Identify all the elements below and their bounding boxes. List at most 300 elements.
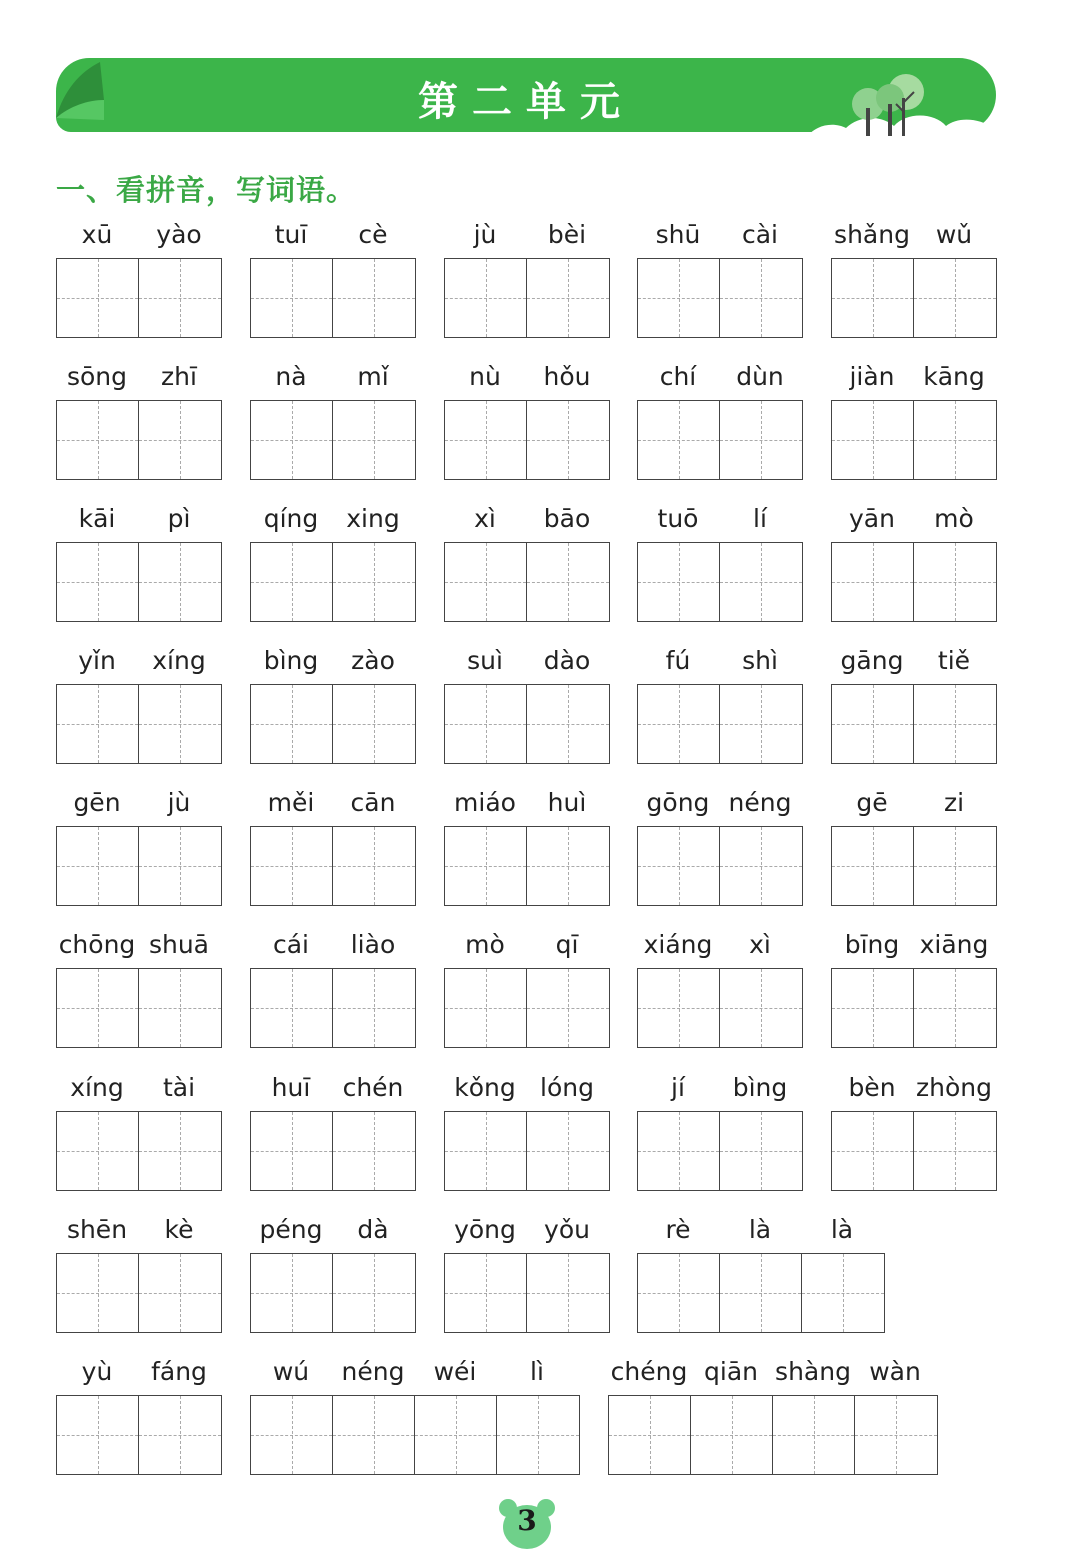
- word-item: [637, 646, 801, 766]
- tianzige-cell[interactable]: [609, 1396, 691, 1474]
- pinyin-row: [831, 504, 995, 540]
- pinyin-syllable: mǐ: [357, 362, 389, 391]
- tianzige-cell[interactable]: [445, 969, 527, 1047]
- pinyin-syllable: xiáng: [643, 930, 713, 959]
- word-item: [637, 1073, 801, 1193]
- word-item: [56, 930, 220, 1050]
- pinyin-syllable: xiāng: [919, 930, 989, 959]
- word-item: [831, 1073, 995, 1193]
- pinyin-syllable: jiàn: [849, 362, 895, 391]
- tianzige-cell[interactable]: [139, 259, 221, 337]
- pinyin-syllable: shuā: [148, 930, 210, 959]
- tianzige-cell[interactable]: [914, 1112, 996, 1190]
- tianzige-cell[interactable]: [251, 401, 333, 479]
- tianzige-cell[interactable]: [251, 969, 333, 1047]
- pinyin-syllable: mò: [465, 930, 505, 959]
- pinyin-row: [56, 1357, 220, 1393]
- tianzige-cell[interactable]: [445, 685, 527, 763]
- tianzige-cell[interactable]: [57, 543, 139, 621]
- tianzige-cell[interactable]: [914, 401, 996, 479]
- tianzige-cell[interactable]: [251, 1112, 333, 1190]
- pinyin-syllable: yān: [849, 504, 895, 533]
- word-item: [250, 504, 414, 624]
- writing-boxes: [56, 542, 222, 622]
- tianzige-cell[interactable]: [773, 1396, 855, 1474]
- tianzige-cell[interactable]: [914, 543, 996, 621]
- pinyin-syllable: là: [830, 1215, 854, 1244]
- word-item: [831, 362, 995, 482]
- pinyin-syllable: shàng: [775, 1357, 851, 1386]
- tianzige-cell[interactable]: [832, 259, 914, 337]
- tianzige-cell[interactable]: [527, 827, 609, 905]
- pinyin-syllable: pì: [167, 504, 191, 533]
- pinyin-syllable: xì: [749, 930, 771, 959]
- writing-boxes: [831, 1111, 997, 1191]
- writing-boxes: [831, 258, 997, 338]
- pinyin-syllable: péng: [259, 1215, 323, 1244]
- word-item: [250, 1073, 414, 1193]
- tianzige-cell[interactable]: [333, 259, 415, 337]
- writing-boxes: [56, 1111, 222, 1191]
- pinyin-row: [831, 220, 995, 256]
- tianzige-cell[interactable]: [445, 401, 527, 479]
- pinyin-syllable: qíng: [263, 504, 319, 533]
- pinyin-syllable: shǎng: [834, 220, 910, 249]
- tianzige-cell[interactable]: [57, 827, 139, 905]
- writing-boxes: [56, 968, 222, 1048]
- pinyin-row: [56, 646, 220, 682]
- word-item: [831, 504, 995, 624]
- writing-boxes: [831, 542, 997, 622]
- tianzige-cell[interactable]: [139, 1254, 221, 1332]
- tianzige-cell[interactable]: [832, 543, 914, 621]
- tianzige-cell[interactable]: [445, 259, 527, 337]
- pinyin-syllable: liào: [350, 930, 396, 959]
- tianzige-cell[interactable]: [251, 543, 333, 621]
- pinyin-syllable: bèn: [848, 1073, 896, 1102]
- pinyin-syllable: cān: [350, 788, 396, 817]
- pinyin-row: [444, 930, 608, 966]
- writing-boxes: [444, 542, 610, 622]
- pinyin-syllable: gōng: [646, 788, 710, 817]
- word-item: [637, 362, 801, 482]
- writing-boxes: [250, 826, 416, 906]
- pinyin-syllable: wǔ: [935, 220, 973, 249]
- pinyin-syllable: jù: [167, 788, 191, 817]
- writing-boxes: [250, 400, 416, 480]
- tianzige-cell[interactable]: [57, 259, 139, 337]
- pinyin-row: [637, 788, 801, 824]
- word-item: [250, 788, 414, 908]
- page-number-badge: [498, 1496, 556, 1550]
- page-number: 3: [517, 1504, 537, 1537]
- pinyin-syllable: qiān: [704, 1357, 758, 1386]
- word-item: [250, 1215, 414, 1335]
- writing-boxes: [56, 258, 222, 338]
- pinyin-row: [56, 1215, 220, 1251]
- writing-boxes: [831, 968, 997, 1048]
- word-item: [56, 362, 220, 482]
- tianzige-cell[interactable]: [333, 543, 415, 621]
- pinyin-row: [250, 646, 414, 682]
- pinyin-row: [444, 220, 608, 256]
- writing-boxes: [56, 684, 222, 764]
- pinyin-row: [831, 1073, 995, 1109]
- pinyin-row: [56, 930, 220, 966]
- pinyin-syllable: néng: [341, 1357, 405, 1386]
- word-item: [56, 220, 220, 340]
- pinyin-row: [250, 362, 414, 398]
- pinyin-syllable: tài: [162, 1073, 196, 1102]
- tianzige-cell[interactable]: [832, 401, 914, 479]
- tianzige-cell[interactable]: [527, 259, 609, 337]
- pinyin-syllable: zhòng: [916, 1073, 992, 1102]
- tianzige-cell[interactable]: [914, 685, 996, 763]
- word-item: [250, 930, 414, 1050]
- pinyin-syllable: tiě: [937, 646, 971, 675]
- tianzige-cell[interactable]: [333, 685, 415, 763]
- word-item: [250, 1357, 578, 1477]
- pinyin-row: [831, 362, 995, 398]
- pinyin-syllable: dùn: [736, 362, 784, 391]
- tianzige-cell[interactable]: [638, 685, 720, 763]
- tianzige-cell[interactable]: [333, 1396, 415, 1474]
- word-item: [608, 1357, 936, 1477]
- pinyin-syllable: kāi: [78, 504, 116, 533]
- writing-boxes: [250, 542, 416, 622]
- pinyin-syllable: gē: [856, 788, 888, 817]
- writing-boxes: [831, 684, 997, 764]
- word-item: [444, 504, 608, 624]
- tianzige-cell[interactable]: [691, 1396, 773, 1474]
- pinyin-syllable: chōng: [58, 930, 136, 959]
- pinyin-syllable: kǒng: [454, 1073, 516, 1102]
- pinyin-syllable: chén: [342, 1073, 404, 1102]
- tianzige-cell[interactable]: [251, 685, 333, 763]
- pinyin-syllable: xū: [81, 220, 113, 249]
- writing-boxes: [250, 1253, 416, 1333]
- pinyin-syllable: huì: [547, 788, 587, 817]
- word-item: [444, 220, 608, 340]
- pinyin-syllable: xì: [474, 504, 496, 533]
- pinyin-row: [444, 1073, 608, 1109]
- word-item: [637, 504, 801, 624]
- tianzige-cell[interactable]: [57, 1396, 139, 1474]
- pinyin-syllable: kāng: [923, 362, 985, 391]
- tianzige-cell[interactable]: [333, 1254, 415, 1332]
- tianzige-cell[interactable]: [251, 1396, 333, 1474]
- tianzige-cell[interactable]: [445, 543, 527, 621]
- word-item: [831, 930, 995, 1050]
- tianzige-cell[interactable]: [139, 969, 221, 1047]
- pinyin-row: [444, 504, 608, 540]
- pinyin-row: [831, 646, 995, 682]
- word-item: [250, 220, 414, 340]
- writing-boxes: [444, 968, 610, 1048]
- pinyin-row: [250, 1357, 578, 1393]
- tianzige-cell[interactable]: [832, 969, 914, 1047]
- tianzige-cell[interactable]: [527, 969, 609, 1047]
- tianzige-cell[interactable]: [527, 401, 609, 479]
- tianzige-cell[interactable]: [57, 685, 139, 763]
- pinyin-row: [637, 1073, 801, 1109]
- pinyin-row: [637, 930, 801, 966]
- tianzige-cell[interactable]: [914, 827, 996, 905]
- pinyin-row: [444, 362, 608, 398]
- tianzige-cell[interactable]: [832, 827, 914, 905]
- tianzige-cell[interactable]: [720, 969, 802, 1047]
- pinyin-syllable: chí: [659, 362, 697, 391]
- pinyin-syllable: nà: [275, 362, 307, 391]
- word-item: [831, 788, 995, 908]
- pinyin-row: [637, 220, 801, 256]
- pinyin-row: [250, 1073, 414, 1109]
- pinyin-syllable: hǒu: [543, 362, 591, 391]
- pinyin-syllable: jù: [473, 220, 497, 249]
- pinyin-syllable: néng: [728, 788, 792, 817]
- writing-boxes: [444, 826, 610, 906]
- writing-boxes: [637, 258, 803, 338]
- tianzige-cell[interactable]: [638, 543, 720, 621]
- tianzige-cell[interactable]: [832, 1112, 914, 1190]
- pinyin-syllable: gēn: [73, 788, 121, 817]
- word-item: [56, 646, 220, 766]
- word-item: [444, 1073, 608, 1193]
- unit-title: 第二单元: [418, 79, 634, 125]
- tianzige-cell[interactable]: [445, 1112, 527, 1190]
- writing-boxes: [637, 1111, 803, 1191]
- word-item: [56, 1357, 220, 1477]
- tianzige-cell[interactable]: [527, 1112, 609, 1190]
- pinyin-syllable: yǐn: [78, 646, 116, 675]
- tianzige-cell[interactable]: [251, 1254, 333, 1332]
- writing-boxes: [444, 1253, 610, 1333]
- pinyin-syllable: měi: [267, 788, 315, 817]
- writing-boxes: [831, 400, 997, 480]
- pinyin-syllable: shū: [655, 220, 701, 249]
- writing-boxes: [637, 542, 803, 622]
- pinyin-row: [250, 930, 414, 966]
- writing-boxes: [444, 400, 610, 480]
- tianzige-cell[interactable]: [638, 969, 720, 1047]
- writing-boxes: [831, 826, 997, 906]
- tianzige-cell[interactable]: [445, 1254, 527, 1332]
- pinyin-syllable: zhī: [161, 362, 197, 391]
- writing-boxes: [637, 684, 803, 764]
- pinyin-row: [831, 930, 995, 966]
- word-item: [637, 1215, 883, 1335]
- pinyin-syllable: suì: [467, 646, 503, 675]
- word-item: [444, 646, 608, 766]
- tianzige-cell[interactable]: [139, 827, 221, 905]
- pinyin-syllable: tuī: [274, 220, 308, 249]
- pinyin-syllable: gāng: [840, 646, 904, 675]
- pinyin-row: [56, 788, 220, 824]
- pinyin-syllable: yōng: [454, 1215, 516, 1244]
- writing-boxes: [250, 1395, 580, 1475]
- tianzige-cell[interactable]: [638, 259, 720, 337]
- pinyin-syllable: cài: [741, 220, 778, 249]
- tianzige-cell[interactable]: [57, 1112, 139, 1190]
- tianzige-cell[interactable]: [445, 827, 527, 905]
- writing-boxes: [608, 1395, 938, 1475]
- writing-boxes: [637, 826, 803, 906]
- tianzige-cell[interactable]: [720, 1112, 802, 1190]
- pinyin-row: [637, 646, 801, 682]
- writing-boxes: [444, 684, 610, 764]
- pinyin-syllable: là: [748, 1215, 772, 1244]
- writing-boxes: [250, 968, 416, 1048]
- writing-boxes: [250, 1111, 416, 1191]
- pinyin-syllable: shì: [742, 646, 778, 675]
- pinyin-row: [637, 362, 801, 398]
- writing-boxes: [637, 1253, 885, 1333]
- pinyin-syllable: fú: [665, 646, 691, 675]
- tianzige-cell[interactable]: [57, 969, 139, 1047]
- word-item: [637, 220, 801, 340]
- tianzige-cell[interactable]: [832, 685, 914, 763]
- pinyin-syllable: cái: [272, 930, 309, 959]
- pinyin-syllable: fáng: [151, 1357, 207, 1386]
- tianzige-cell[interactable]: [638, 1254, 720, 1332]
- word-item: [250, 646, 414, 766]
- writing-boxes: [250, 258, 416, 338]
- pinyin-row: [637, 1215, 883, 1251]
- pinyin-syllable: bāo: [543, 504, 591, 533]
- tianzige-cell[interactable]: [720, 685, 802, 763]
- pinyin-syllable: zi: [943, 788, 965, 817]
- pinyin-row: [56, 1073, 220, 1109]
- tianzige-cell[interactable]: [251, 259, 333, 337]
- pinyin-syllable: rè: [665, 1215, 691, 1244]
- pinyin-row: [608, 1357, 936, 1393]
- pinyin-syllable: bèi: [547, 220, 587, 249]
- tianzige-cell[interactable]: [855, 1396, 937, 1474]
- pinyin-row: [56, 362, 220, 398]
- writing-boxes: [637, 400, 803, 480]
- pinyin-row: [444, 646, 608, 682]
- pinyin-syllable: sōng: [66, 362, 128, 391]
- tianzige-cell[interactable]: [638, 401, 720, 479]
- pinyin-syllable: huī: [271, 1073, 311, 1102]
- tianzige-cell[interactable]: [720, 259, 802, 337]
- pinyin-row: [444, 788, 608, 824]
- tianzige-cell[interactable]: [914, 969, 996, 1047]
- pinyin-syllable: bìng: [732, 1073, 788, 1102]
- word-item: [637, 788, 801, 908]
- writing-boxes: [444, 1111, 610, 1191]
- word-item: [250, 362, 414, 482]
- section-title: 一、看拼音，写词语。: [56, 173, 357, 207]
- pinyin-syllable: xíng: [70, 1073, 124, 1102]
- pinyin-syllable: dà: [357, 1215, 389, 1244]
- writing-boxes: [56, 1395, 222, 1475]
- tianzige-cell[interactable]: [139, 685, 221, 763]
- trees-icon: [806, 68, 996, 138]
- pinyin-syllable: wéi: [433, 1357, 477, 1386]
- pinyin-syllable: jí: [671, 1073, 685, 1102]
- pinyin-syllable: wàn: [869, 1357, 921, 1386]
- pinyin-row: [250, 788, 414, 824]
- tianzige-cell[interactable]: [333, 1112, 415, 1190]
- writing-boxes: [250, 684, 416, 764]
- pinyin-syllable: bìng: [263, 646, 319, 675]
- pinyin-syllable: kè: [164, 1215, 194, 1244]
- pinyin-row: [831, 788, 995, 824]
- pinyin-row: [250, 220, 414, 256]
- tianzige-cell[interactable]: [914, 259, 996, 337]
- tianzige-cell[interactable]: [497, 1396, 579, 1474]
- pinyin-syllable: bīng: [844, 930, 900, 959]
- tianzige-cell[interactable]: [139, 1396, 221, 1474]
- pinyin-syllable: lí: [753, 504, 767, 533]
- tianzige-cell[interactable]: [251, 827, 333, 905]
- tianzige-cell[interactable]: [720, 401, 802, 479]
- tianzige-cell[interactable]: [527, 543, 609, 621]
- tianzige-cell[interactable]: [720, 827, 802, 905]
- tianzige-cell[interactable]: [57, 1254, 139, 1332]
- word-item: [831, 646, 995, 766]
- word-item: [444, 930, 608, 1050]
- tianzige-cell[interactable]: [57, 401, 139, 479]
- tianzige-cell[interactable]: [333, 401, 415, 479]
- word-item: [56, 1215, 220, 1335]
- pinyin-syllable: qī: [555, 930, 579, 959]
- pinyin-syllable: tuō: [657, 504, 699, 533]
- pinyin-syllable: wú: [272, 1357, 310, 1386]
- tianzige-cell[interactable]: [527, 1254, 609, 1332]
- pinyin-syllable: mò: [934, 504, 974, 533]
- writing-boxes: [56, 826, 222, 906]
- pinyin-syllable: yǒu: [544, 1215, 590, 1244]
- tianzige-cell[interactable]: [139, 1112, 221, 1190]
- pinyin-syllable: xíng: [152, 646, 206, 675]
- word-item: [444, 788, 608, 908]
- pinyin-syllable: nù: [469, 362, 501, 391]
- word-item: [444, 1215, 608, 1335]
- unit-banner: [56, 58, 996, 132]
- tianzige-cell[interactable]: [720, 543, 802, 621]
- pinyin-row: [56, 220, 220, 256]
- tianzige-cell[interactable]: [802, 1254, 884, 1332]
- pinyin-syllable: zào: [351, 646, 395, 675]
- pinyin-syllable: xing: [346, 504, 400, 533]
- pinyin-syllable: chéng: [610, 1357, 688, 1386]
- writing-boxes: [444, 258, 610, 338]
- pinyin-row: [637, 504, 801, 540]
- pinyin-row: [250, 504, 414, 540]
- tianzige-cell[interactable]: [638, 827, 720, 905]
- writing-boxes: [637, 968, 803, 1048]
- pinyin-row: [56, 504, 220, 540]
- pinyin-syllable: cè: [358, 220, 388, 249]
- pinyin-syllable: shēn: [66, 1215, 128, 1244]
- writing-boxes: [56, 1253, 222, 1333]
- pinyin-row: [250, 1215, 414, 1251]
- tianzige-cell[interactable]: [638, 1112, 720, 1190]
- tianzige-cell[interactable]: [333, 969, 415, 1047]
- tianzige-cell[interactable]: [415, 1396, 497, 1474]
- tianzige-cell[interactable]: [333, 827, 415, 905]
- word-item: [831, 220, 995, 340]
- tianzige-cell[interactable]: [139, 543, 221, 621]
- pinyin-syllable: lì: [530, 1357, 544, 1386]
- tianzige-cell[interactable]: [720, 1254, 802, 1332]
- pinyin-row: [444, 1215, 608, 1251]
- tianzige-cell[interactable]: [139, 401, 221, 479]
- tianzige-cell[interactable]: [527, 685, 609, 763]
- pinyin-syllable: miáo: [454, 788, 516, 817]
